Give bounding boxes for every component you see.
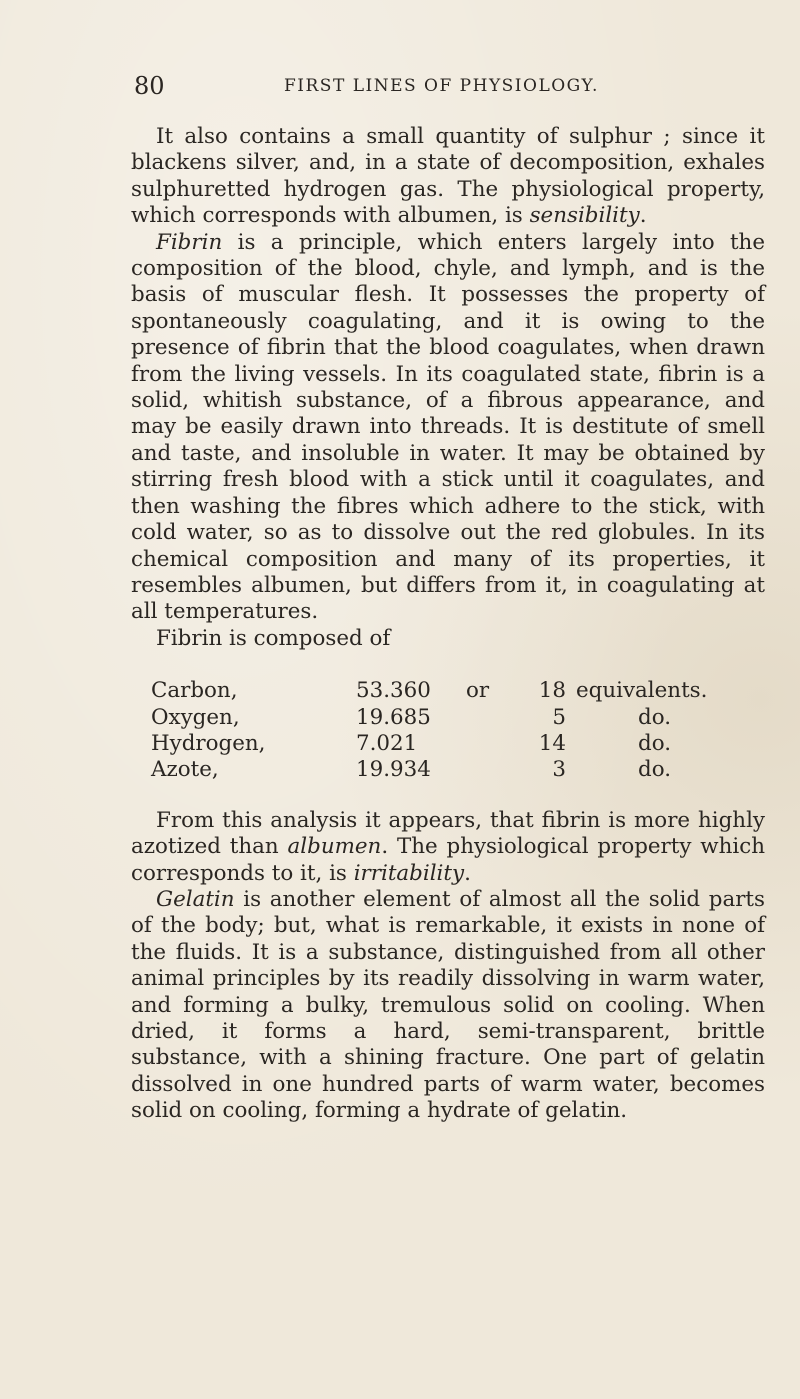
element-equivalents: 3 [552,757,566,783]
page-number: 80 [134,72,165,100]
equivalents-unit: equivalents. [576,678,708,704]
element-name: Carbon, [151,678,238,704]
paragraph-analysis [131,808,765,887]
paragraph-gelatin [131,887,765,1125]
page-header [134,72,754,106]
term-fibrin: Fibrin [156,229,223,255]
paragraph-analysis-end: . [464,860,471,886]
paragraph-gelatin-text: is another element of almost all the solid parts of the body; but, what is remarkable, it exists in none of the fluids. It is a substance, distinguished from all other animal principles by its readily dissolving in warm water, and forming a bulky, tremulous solid on cooling. When dried, it forms a hard, semi-transparent, brittle substance, with a shining fracture. One part of gelatin dissolved in one hundred parts of warm water, becomes solid on cooling, forming a hydrate of gelatin. [131,886,765,1124]
body-text [131,124,765,1125]
paragraph-fibrin [131,230,765,626]
element-equivalents: 18 [538,678,566,704]
equivalents-unit: do. [638,730,671,756]
element-equivalents: 5 [552,704,566,730]
element-percent: 7.021 [356,730,418,756]
element-percent: 19.685 [356,704,431,730]
term-gelatin: Gelatin [156,886,235,912]
element-name: Azote, [151,757,219,783]
element-name: Hydrogen, [151,730,266,756]
equivalents-unit: do. [638,704,671,730]
paragraph-fibrin-text: is a principle, which enters largely into the composition of the blood, chyle, and lymph, and is the basis of muscular flesh. It possesses the property of spontaneously coagulating, and it is owing to the presence of fibrin that the blood coagulates, when drawn from the living vessels. In its coagulated state, fibrin is a solid, whitish substance, of a fibrous appearance, and may be easily drawn into threads. It is destitute of smell and taste, and insoluble in water. It may be obtained by stirring fresh blood with a stick until it coagulates, and then washing the fibres which adhere to the stick, with cold water, so as to dissolve out the red globules. In its chemical composition and many of its properties, it resembles albumen, but differs from it, in coagulating at all temperatures. [131,229,765,625]
or-word [466,705,526,731]
element-equivalents: 14 [538,730,566,756]
paragraph-composed-of: Fibrin is composed of [156,625,391,651]
paragraph-sulphur-text: It also contains a small quantity of sulphur ; since it blackens silver, and, in a state of decomposition, exhales sulphuretted hydrogen gas. The physiological property, which corresponds with albumen, is [131,124,765,229]
paragraph-sulphur-end: . [639,203,647,229]
term-irritability: irritability [353,860,465,886]
equivalents-unit: do. [638,757,671,783]
element-name: Oxygen, [151,704,240,730]
paragraph-analysis-text-2: . The physiological property which corresponds to it, is [131,834,765,886]
table-row [151,731,707,757]
table-row [151,757,707,783]
or-word [466,731,526,757]
paragraph-sulphur [131,124,765,230]
composition-table [151,678,707,784]
table-row [151,705,707,731]
paragraph-analysis-text: From this analysis it appears, that fibrin is more highly azotized than [131,807,765,860]
table-row [151,678,707,704]
running-head: FIRST LINES OF PHYSIOLOGY. [284,76,599,96]
element-percent: 19.934 [356,757,431,783]
term-albumen: albumen [287,834,382,860]
or-word: or [466,678,490,704]
element-percent: 53.360 [356,678,431,704]
or-word [466,757,526,783]
term-sensibility: sensibility [529,203,640,229]
